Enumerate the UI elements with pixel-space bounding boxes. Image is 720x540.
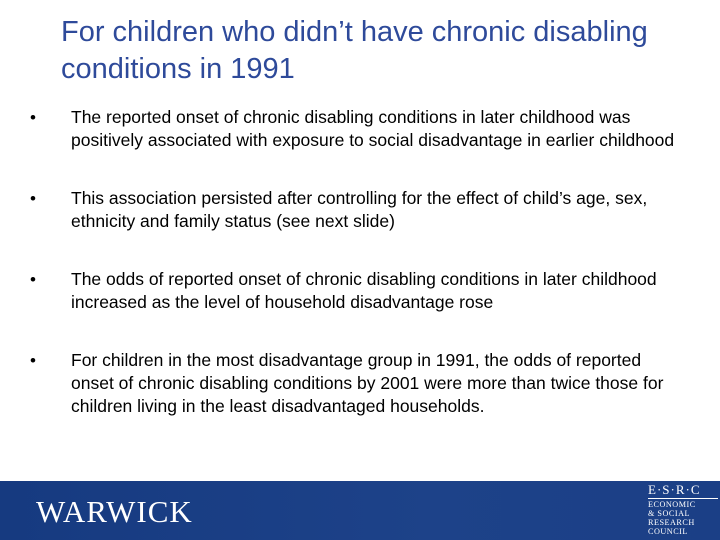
bullet-item: [27, 349, 687, 418]
bullet-dot: •: [30, 351, 36, 370]
bullet-dot: •: [30, 189, 36, 208]
bullet-item: [27, 268, 687, 314]
slide-title: For children who didn’t have chronic disabling conditions in 1991: [61, 16, 648, 85]
bullet-dot: •: [30, 108, 36, 127]
bullet-dot: •: [30, 270, 36, 289]
esrc-logo-line: & SOCIAL: [648, 509, 690, 518]
bullet-item: [27, 187, 687, 233]
esrc-logo-mark: E·S·R·C: [648, 483, 718, 499]
bullet-text: This association persisted after controlling for the effect of child’s age, sex, ethnicity and family status (see next slide): [71, 188, 648, 231]
esrc-logo-line: ECONOMIC: [648, 500, 696, 509]
warwick-logo: WARWICK: [36, 494, 193, 529]
bullet-text: The reported onset of chronic disabling conditions in later childhood was positively associated with exposure to social disadvantage in earlier childhood: [71, 107, 675, 150]
bullet-item: [27, 106, 687, 152]
esrc-logo-line: COUNCIL: [648, 527, 688, 536]
footer-bar: [0, 481, 720, 540]
bullet-text: For children in the most disadvantage group in 1991, the odds of reported onset of chronic disabling conditions by 2001 were more than twice those for children living in the least disadvantaged households.: [71, 350, 664, 416]
esrc-logo-line: RESEARCH: [648, 518, 695, 527]
bullet-text: The odds of reported onset of chronic disabling conditions in later childhood increased as the level of household disadvantage rose: [71, 269, 657, 312]
bullet-list: [27, 106, 687, 418]
esrc-logo: [648, 483, 718, 539]
